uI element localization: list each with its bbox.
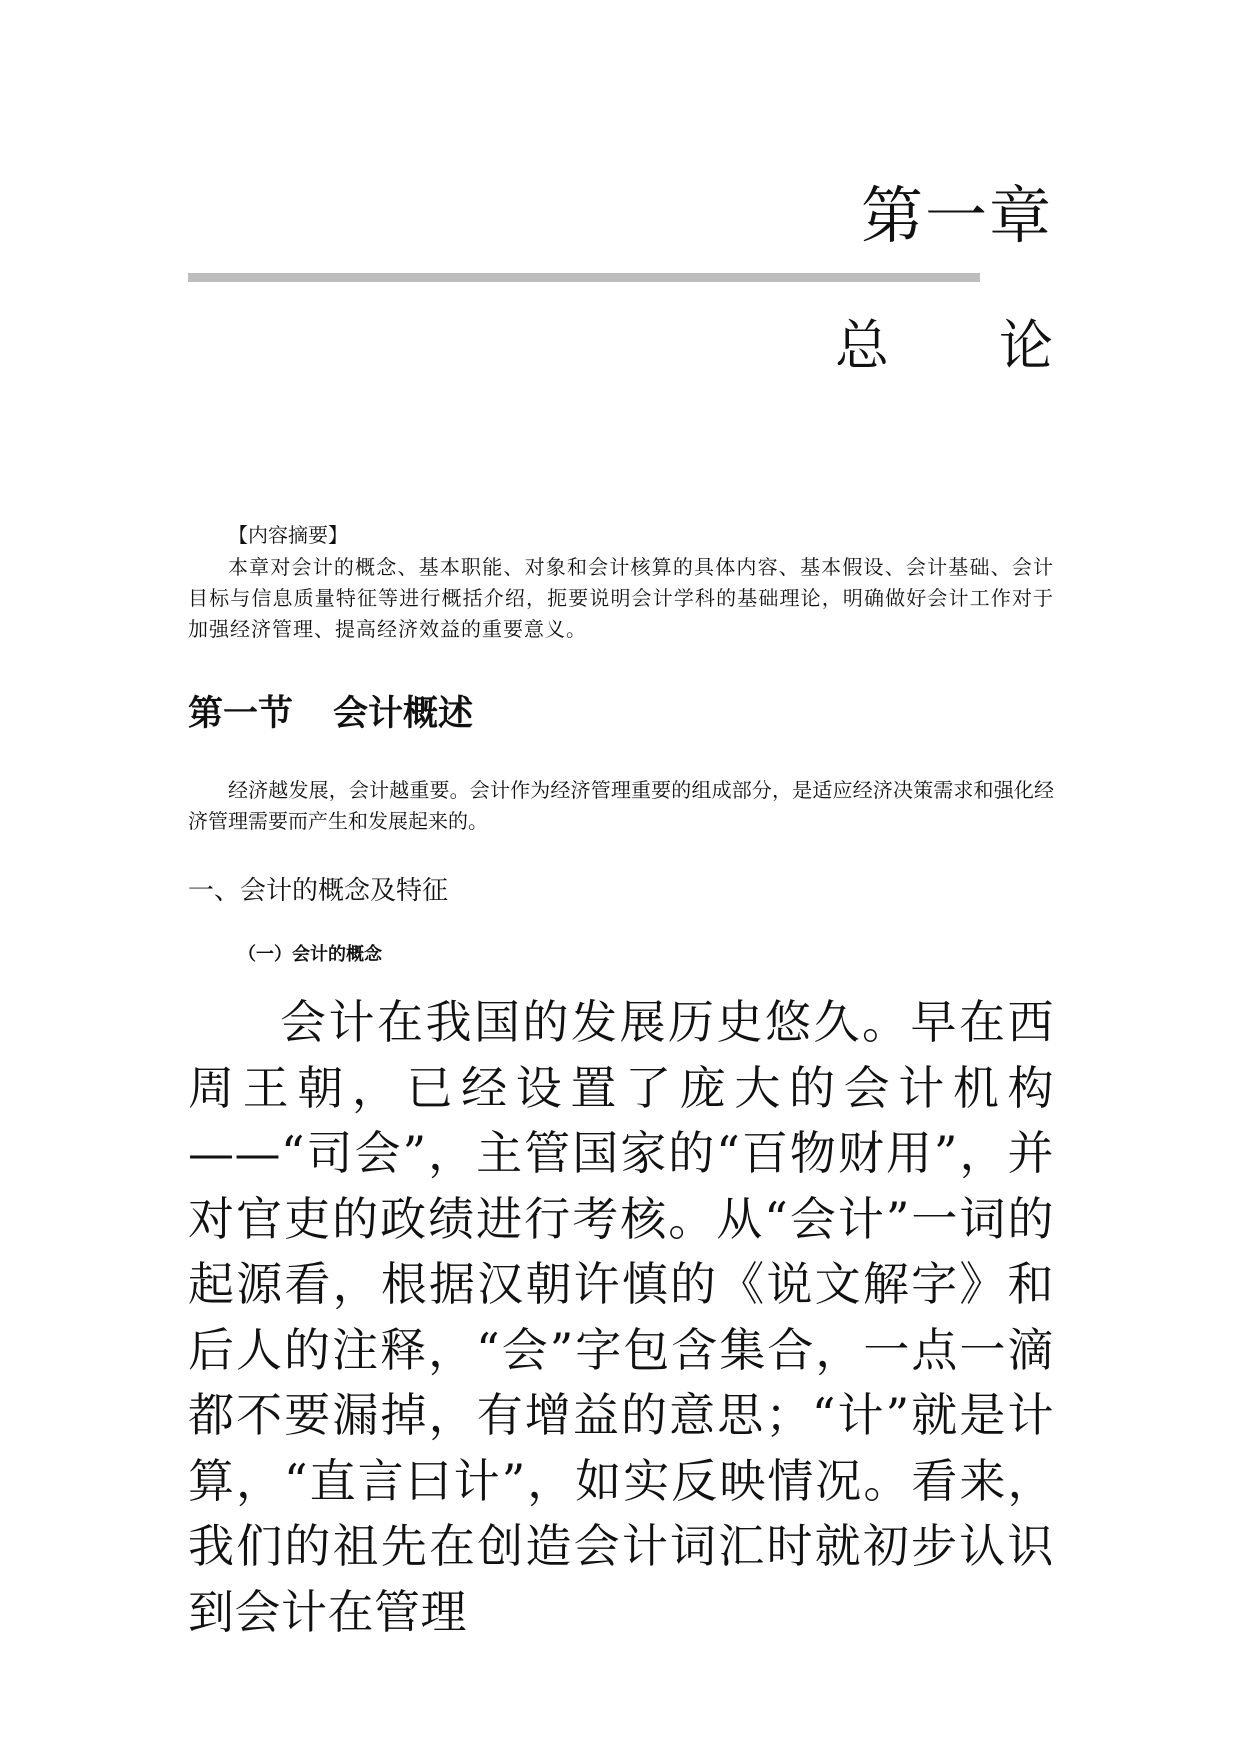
chapter-title-char-1: 总: [835, 314, 889, 377]
subsection-heading: 一、会计的概念及特征: [188, 876, 449, 906]
chapter-divider: [188, 273, 980, 282]
chapter-title-char-2: 论: [999, 314, 1053, 377]
body-paragraph: 会计在我国的发展历史悠久。早在西周王朝，已经设置了庞大的会计机构——“司会”，主管国家的“百物财用”，并对官吏的政绩进行考核。从“会计”一词的起源看，根据汉朝许慎的《说文解字》和后人的注释，“会”字包含集合，一点一滴都不要漏掉，有增益的意思；“计”就是计算，“直言曰计”，如实反映情况。看来，我们的祖先在创造会计词汇时就初步认识到会计在管理: [188, 995, 1054, 1639]
abstract-heading: 【内容摘要】: [228, 523, 348, 547]
chapter-number: 第一章: [860, 179, 1053, 252]
subsubsection-heading: （一）会计的概念: [238, 944, 382, 965]
chapter-title: [835, 312, 1053, 380]
abstract-text: 本章对会计的概念、基本职能、对象和会计核算的具体内容、基本假设、会计基础、会计目标与信息质量特征等进行概括介绍，扼要说明会计学科的基础理论，明确做好会计工作对于加强经济管理、提高经济效益的重要意义。: [188, 555, 1054, 641]
content-abstract: [188, 520, 1054, 645]
section-number: 第一节: [188, 694, 294, 734]
section-heading: [188, 690, 473, 738]
section-intro-paragraph: 经济越发展，会计越重要。会计作为经济管理重要的组成部分，是适应经济决策需求和强化经济管理需要而产生和发展起来的。: [188, 778, 1054, 833]
section-title: 会计概述: [333, 694, 474, 734]
